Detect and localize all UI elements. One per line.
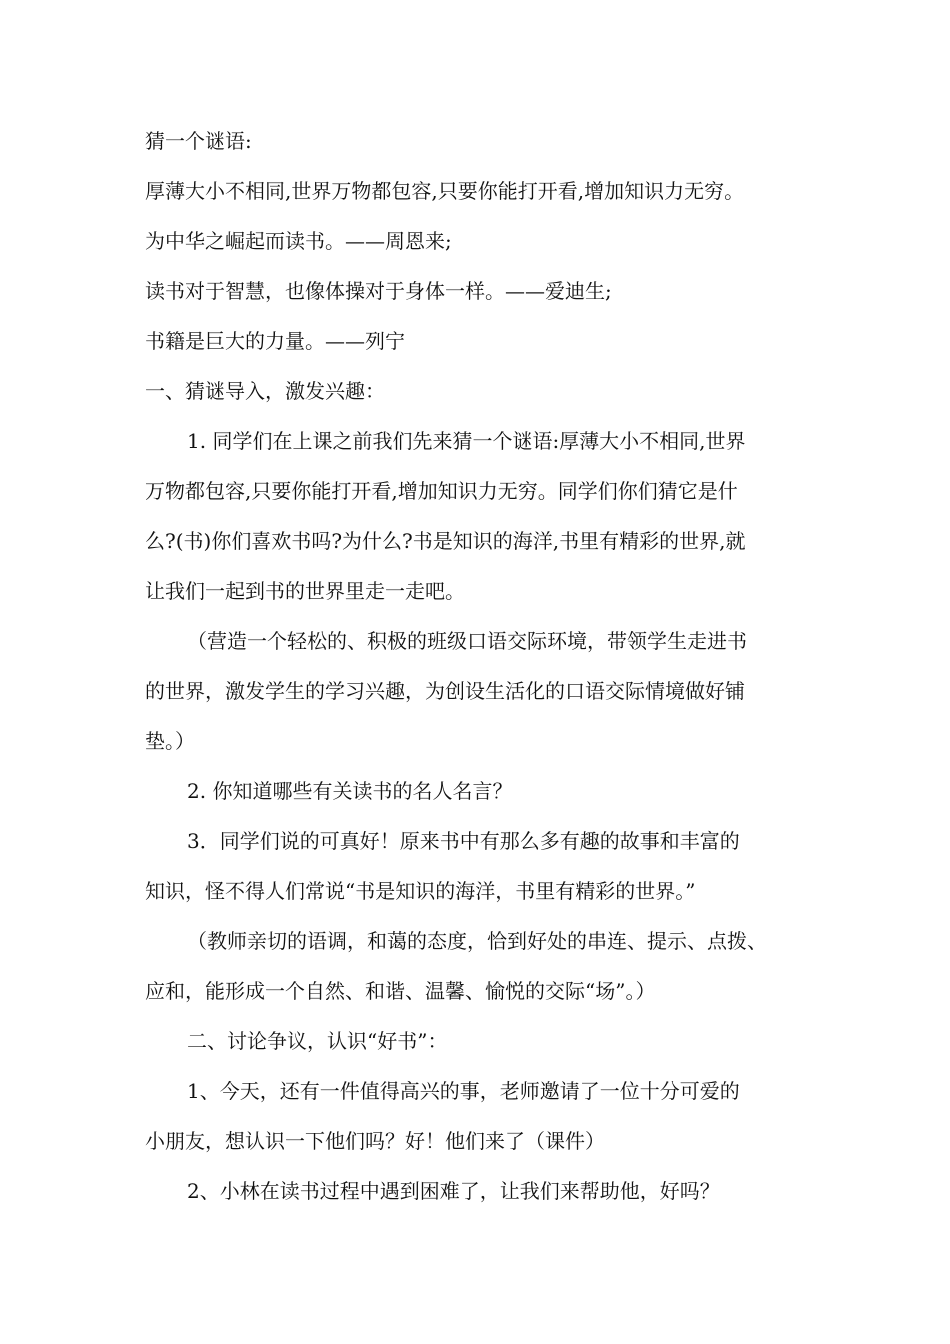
paragraph-line: 知识，怪不得人们常说“书是知识的海洋，书里有精彩的世界。” bbox=[145, 879, 696, 903]
document-body bbox=[145, 116, 815, 1216]
note-2 bbox=[145, 916, 815, 1016]
note-1 bbox=[145, 616, 815, 766]
paragraph-line: （营造一个轻松的、积极的班级口语交际环境，带领学生走进书 bbox=[187, 629, 747, 653]
paragraph-line: 应和，能形成一个自然、和谐、温馨、愉悦的交际“场”。） bbox=[145, 979, 656, 1003]
riddle-heading: 猜一个谜语: bbox=[145, 129, 252, 153]
paragraph-line: 垫。） bbox=[145, 729, 195, 753]
quote-zhou-enlai: 为中华之崛起而读书。——周恩来; bbox=[145, 229, 452, 253]
quote-edison: 读书对于智慧，也像体操对于身体一样。——爱迪生; bbox=[145, 279, 612, 303]
section-heading-1: 一、猜谜导入，激发兴趣： bbox=[145, 379, 385, 403]
paragraph-3 bbox=[145, 816, 815, 916]
paragraph-line: 3．同学们说的可真好！原来书中有那么多有趣的故事和丰富的 bbox=[187, 829, 740, 853]
paragraph-line: 1、今天，还有一件值得高兴的事，老师邀请了一位十分可爱的 bbox=[187, 1079, 740, 1103]
paragraph-line: 的世界，激发学生的学习兴趣，为创设生活化的口语交际情境做好铺 bbox=[145, 679, 745, 703]
paragraph-1 bbox=[145, 416, 815, 616]
paragraph-line: 让我们一起到书的世界里走一走吧。 bbox=[145, 579, 465, 603]
paragraph-line: 么?(书)你们喜欢书吗?为什么?书是知识的海洋,书里有精彩的世界,就 bbox=[145, 529, 746, 553]
quote-lenin: 书籍是巨大的力量。——列宁 bbox=[145, 329, 405, 353]
paragraph-line: 万物都包容,只要你能打开看,增加知识力无穷。同学们你们猜它是什 bbox=[145, 479, 738, 503]
section-heading-2: 二、讨论争议，认识“好书”： bbox=[187, 1029, 448, 1053]
paragraph-line: （教师亲切的语调，和蔼的态度，恰到好处的串连、提示、点拨、 bbox=[187, 929, 767, 953]
paragraph-2: 2. 你知道哪些有关读书的名人名言？ bbox=[187, 779, 513, 803]
paragraph-line: 小朋友，想认识一下他们吗？好！他们来了（课件） bbox=[145, 1129, 605, 1153]
riddle-text: 厚薄大小不相同,世界万物都包容,只要你能打开看,增加知识力无穷。 bbox=[145, 179, 745, 203]
paragraph-5: 2、小林在读书过程中遇到困难了，让我们来帮助他，好吗？ bbox=[187, 1179, 720, 1203]
paragraph-line: 1. 同学们在上课之前我们先来猜一个谜语:厚薄大小不相同,世界 bbox=[187, 429, 746, 453]
paragraph-4 bbox=[145, 1066, 815, 1166]
